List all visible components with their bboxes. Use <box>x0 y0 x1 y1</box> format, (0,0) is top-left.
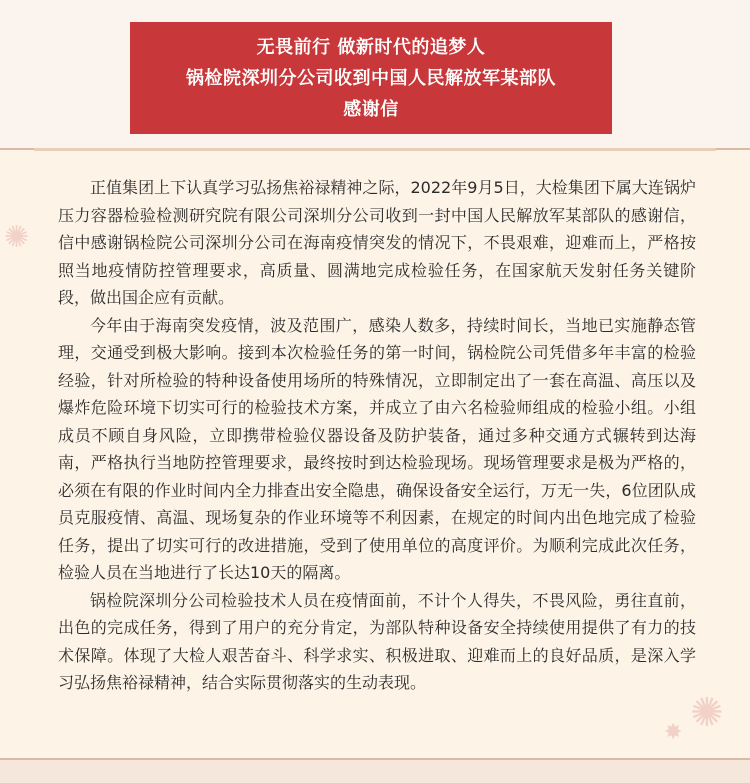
title-banner <box>130 22 612 134</box>
paragraph-2: 今年由于海南突发疫情，波及范围广，感染人数多，持续时间长，当地已实施静态管理，交通受到极大影响。接到本次检验任务的第一时间，锅检院公司凭借多年丰富的检验经验，针对所检验的特种设备使用场所的特殊情况，立即制定出了一套在高温、高压以及爆炸危险环境下切实可行的检验技术方案，并成立了由六名检验师组成的检验小组。小组成员不顾自身风险，立即携带检验仪器设备及防护装备，通过多种交通方式辗转到达海南，严格执行当地防控管理要求，最终按时到达检验现场。现场管理要求是极为严格的，必须在有限的作业时间内全力排查出安全隐患，确保设备安全运行，万无一失，6位团队成员克服疫情、高温、现场复杂的作业环境等不利因素，在规定的时间内出色地完成了检验任务，提出了切实可行的改进措施，受到了使用单位的高度评价。为顺利完成此次任务，检验人员在当地进行了长达10天的隔离。 <box>58 315 696 582</box>
firework-decoration-icon: ✸ <box>664 720 683 745</box>
paragraph-3: 锅检院深圳分公司检验技术人员在疫情面前，不计个人得失，不畏风险，勇往直前，出色的完成任务，得到了用户的充分肯定，为部队特种设备安全持续使用提供了有力的技术保障。体现了大检人艰苦奋斗、科学求实、积极进取、迎难而上的良好品质，是深入学习弘扬焦裕禄精神，结合实际贯彻落实的生动表现。 <box>58 590 696 692</box>
title-line-1: 无畏前行 做新时代的追梦人 <box>256 37 486 58</box>
firework-decoration-icon: ✺ <box>690 690 724 736</box>
article-body <box>58 174 696 697</box>
footer-background <box>0 760 750 783</box>
firework-decoration-icon: ✺ <box>4 220 30 255</box>
top-divider <box>34 148 716 151</box>
title-line-2: 锅检院深圳分公司收到中国人民解放军某部队 <box>186 68 556 89</box>
title-line-3: 感谢信 <box>343 99 399 120</box>
paragraph-1: 正值集团上下认真学习弘扬焦裕禄精神之际，2022年9月5日，大检集团下属大连锅炉压力容器检验检测研究院有限公司深圳分公司收到一封中国人民解放军某部队的感谢信，信中感谢锅检院公司深圳分公司在海南疫情突发的情况下，不畏艰难，迎难而上，严格按照当地疫情防控管理要求，高质量、圆满地完成检验任务，在国家航天发射任务关键阶段，做出国企应有贡献。 <box>58 178 696 307</box>
